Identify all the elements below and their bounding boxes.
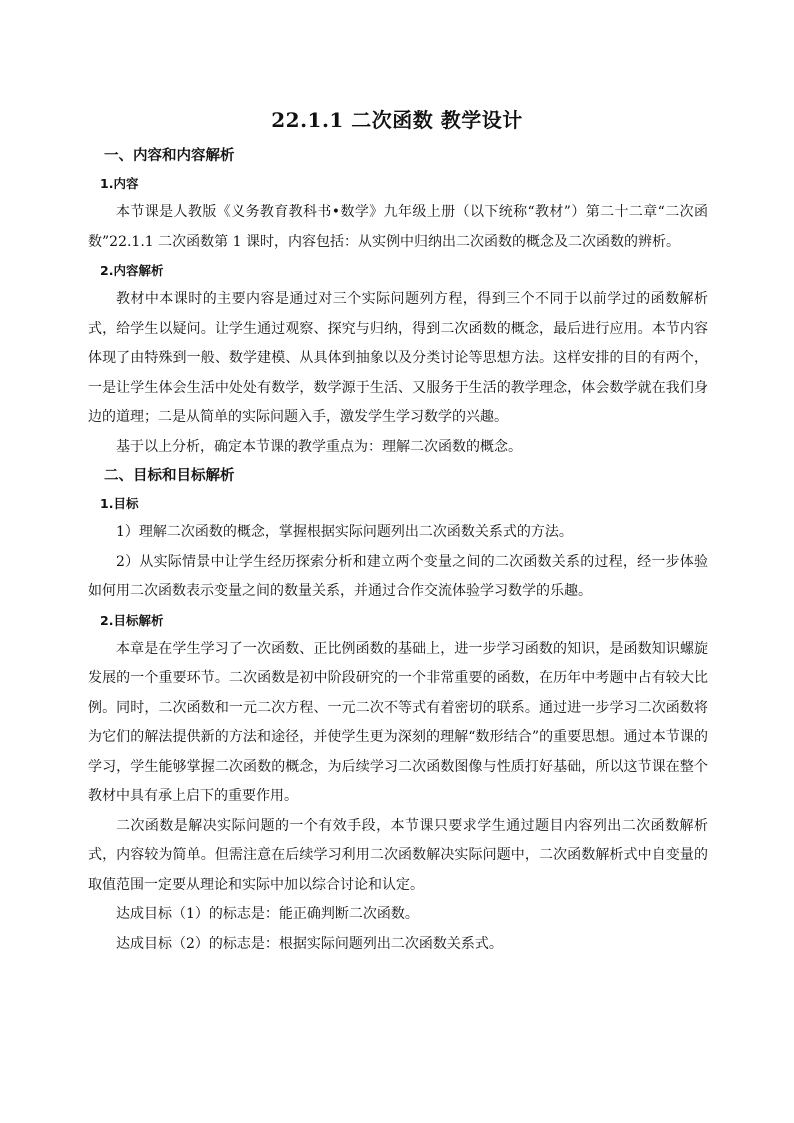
document-body [88, 142, 708, 959]
paragraph: 本节课是人教版《义务教育教科书•数学》九年级上册（以下统称“教材”）第二十二章“二次函数”22.1.1 二次函数第 1 课时，内容包括：从实例中归纳出二次函数的概念及二次函数的辨析。 [88, 204, 708, 250]
paragraph: 1）理解二次函数的概念，掌握根据实际问题列出二次函数关系式的方法。 [116, 524, 573, 540]
subheading-content: 1.内容 [100, 176, 139, 191]
paragraph: 教材中本课时的主要内容是通过对三个实际问题列方程，得到三个不同于以前学过的函数解析式，给学生以疑问。让学生通过观察、探究与归纳，得到二次函数的概念，最后进行应用。本节内容体现了由特殊到一般、数学建模、从具体到抽象以及分类讨论等思想方法。这样安排的目的有两个，一是让学生体会生活中处处有数学，数学源于生活、又服务于生活的教学理念，体会数学就在我们身边的道理；二是从简单的实际问题入手，激发学生学习数学的兴趣。 [88, 291, 708, 425]
paragraph: 二次函数是解决实际问题的一个有效手段，本节课只要求学生通过题目内容列出二次函数解析式，内容较为简单。但需注意在后续学习利用二次函数解决实际问题中，二次函数解析式中自变量的取值范围一定要从理论和实际中加以综合讨论和认定。 [88, 817, 708, 893]
paragraph: 达成目标（2）的标志是：根据实际问题列出二次函数关系式。 [116, 935, 503, 952]
subheading-goals: 1.目标 [100, 496, 139, 511]
paragraph: 达成目标（1）的标志是：能正确判断二次函数。 [116, 906, 419, 922]
paragraph: 基于以上分析，确定本节课的教学重点为：理解二次函数的概念。 [116, 438, 522, 455]
section-heading-goals: 二、目标和目标解析 [104, 468, 235, 484]
subheading-goal-analysis: 2.目标解析 [100, 612, 164, 628]
document-title: 22.1.1 二次函数 教学设计 [271, 108, 523, 132]
subheading-content-analysis: 2.内容解析 [100, 263, 164, 278]
section-heading-content: 一、内容和内容解析 [104, 148, 235, 164]
paragraph: 2）从实际情景中让学生经历探索分析和建立两个变量之间的二次函数关系的过程，经一步体验如何用二次函数表示变量之间的数量关系，并通过合作交流体验学习数学的乐趣。 [88, 553, 708, 599]
paragraph: 本章是在学生学习了一次函数、正比例函数的基础上，进一步学习函数的知识，是函数知识螺旋发展的一个重要环节。二次函数是初中阶段研究的一个非常重要的函数，在历年中考题中占有较大比例。同时，二次函数和一元二次方程、一元二次不等式有着密切的联系。通过进一步学习二次函数将为它们的解法提供新的方法和途径，并使学生更为深刻的理解“数形结合”的重要思想。通过本节课的学习，学生能够掌握二次函数的概念，为后续学习二次函数图像与性质打好基础，所以这节课在整个教材中具有承上启下的重要作用。 [88, 640, 708, 804]
